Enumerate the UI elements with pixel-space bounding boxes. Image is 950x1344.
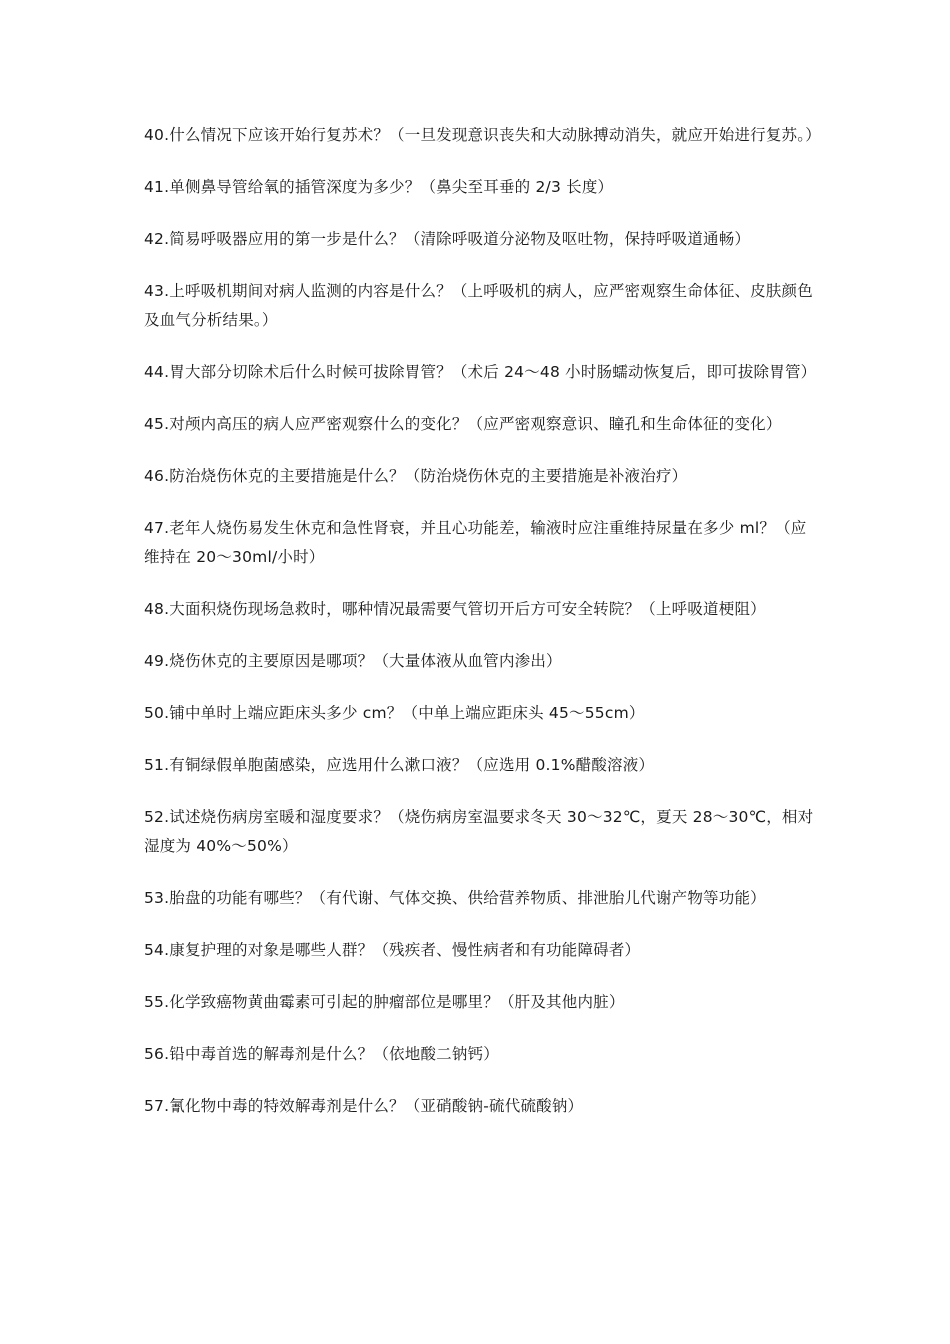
qa-list bbox=[144, 121, 821, 1144]
qa-item-45: 45.对颅内高压的病人应严密观察什么的变化？（应严密观察意识、瞳孔和生命体征的变化） bbox=[144, 415, 782, 433]
qa-item-57: 57.氰化物中毒的特效解毒剂是什么？（亚硝酸钠-硫代硫酸钠） bbox=[144, 1097, 584, 1115]
qa-item-42: 42.简易呼吸器应用的第一步是什么？（清除呼吸道分泌物及呕吐物，保持呼吸道通畅） bbox=[144, 230, 751, 248]
qa-item-46: 46.防治烧伤休克的主要措施是什么？（防治烧伤休克的主要措施是补液治疗） bbox=[144, 467, 688, 485]
qa-item-41: 41.单侧鼻导管给氧的插管深度为多少？（鼻尖至耳垂的 2/3 长度） bbox=[144, 178, 614, 196]
qa-item-40: 40.什么情况下应该开始行复苏术？（一旦发现意识丧失和大动脉搏动消失，就应开始进行复苏。） bbox=[144, 126, 821, 144]
qa-item-55: 55.化学致癌物黄曲霉素可引起的肿瘤部位是哪里？（肝及其他内脏） bbox=[144, 993, 625, 1011]
qa-item-51: 51.有铜绿假单胞菌感染，应选用什么漱口液？（应选用 0.1%醋酸溶液） bbox=[144, 756, 655, 774]
qa-item-56: 56.铅中毒首选的解毒剂是什么？（依地酸二钠钙） bbox=[144, 1045, 499, 1063]
qa-item-48: 48.大面积烧伤现场急救时，哪种情况最需要气管切开后方可安全转院？（上呼吸道梗阻） bbox=[144, 600, 766, 618]
qa-item-52: 52.试述烧伤病房室暖和湿度要求？（烧伤病房室温要求冬天 30～32℃，夏天 28～30℃，相对湿度为 40%～50%） bbox=[144, 808, 814, 855]
qa-item-49: 49.烧伤休克的主要原因是哪项？（大量体液从血管内渗出） bbox=[144, 652, 562, 670]
qa-item-53: 53.胎盘的功能有哪些？（有代谢、气体交换、供给营养物质、排泄胎儿代谢产物等功能） bbox=[144, 889, 766, 907]
qa-item-54: 54.康复护理的对象是哪些人群？（残疾者、慢性病者和有功能障碍者） bbox=[144, 941, 641, 959]
qa-item-50: 50.铺中单时上端应距床头多少 cm？（中单上端应距床头 45～55cm） bbox=[144, 704, 645, 722]
qa-item-44: 44.胃大部分切除术后什么时候可拔除胃管？（术后 24～48 小时肠蠕动恢复后，即可拔除胃管） bbox=[144, 363, 817, 381]
qa-item-47: 47.老年人烧伤易发生休克和急性肾衰，并且心功能差，输液时应注重维持尿量在多少 ml？（应维持在 20～30ml/小时） bbox=[144, 519, 807, 566]
qa-item-43: 43.上呼吸机期间对病人监测的内容是什么？（上呼吸机的病人，应严密观察生命体征、皮肤颜色及血气分析结果。） bbox=[144, 282, 813, 329]
